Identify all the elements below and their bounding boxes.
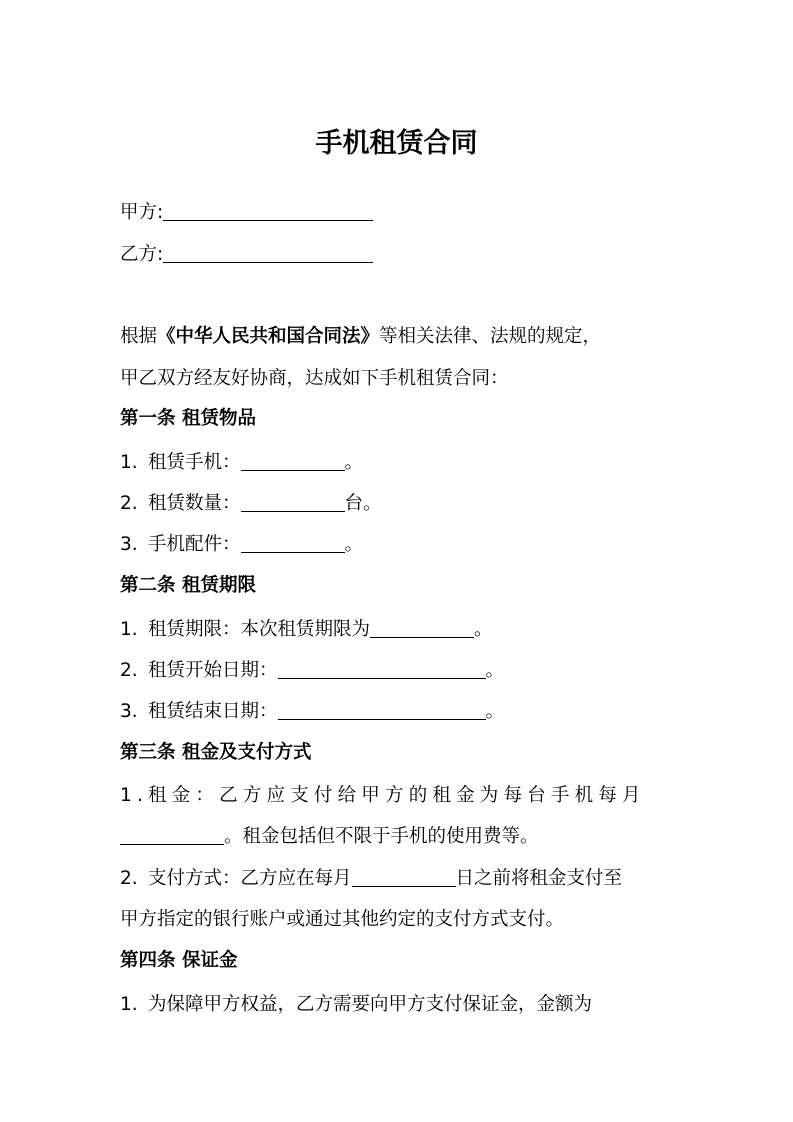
blank-line <box>241 491 345 512</box>
intro-line-1 <box>120 324 601 350</box>
article-4-heading: 第四条 保证金 <box>120 950 238 971</box>
article-4-item-1 <box>120 992 592 1018</box>
article-2-heading: 第二条 租赁期限 <box>120 575 256 596</box>
item-label: 租赁数量： <box>148 493 241 514</box>
item-tail: 日之前将租金支付至 <box>455 868 623 889</box>
item-label: 手机配件： <box>148 534 241 555</box>
item-number: 1. <box>120 785 149 806</box>
blank-line <box>352 866 456 887</box>
item-number: 3. <box>120 701 138 722</box>
party-b-line <box>120 242 373 268</box>
intro-suffix: 等相关法律、法规的规定， <box>379 326 602 347</box>
item-tail: 。 <box>344 534 364 555</box>
item-number: 1. <box>120 452 138 473</box>
item-number: 3. <box>120 534 138 555</box>
intro-law: 《中华人民共和国合同法》 <box>157 326 380 347</box>
item-label: 租赁手机： <box>148 452 241 473</box>
item-number: 2. <box>120 868 138 889</box>
item-tail: 。 <box>474 619 493 640</box>
blank-line <box>370 617 474 638</box>
page-title: 手机租赁合同 <box>315 128 478 159</box>
item-label: 为保障甲方权益，乙方需要向甲方支付保证金，金额为 <box>148 994 593 1015</box>
item-tail: 。 <box>344 452 364 473</box>
article-2-item-3 <box>120 699 504 725</box>
party-a-line <box>120 200 373 226</box>
item-tail: 。 <box>485 660 505 681</box>
item-tail: 。租金包括但不限于手机的使用费等。 <box>224 826 539 847</box>
article-1-item-2 <box>120 491 382 517</box>
blank-line <box>120 824 224 845</box>
item-number: 2. <box>120 493 138 514</box>
article-3-item-1 <box>120 783 646 809</box>
item-tail: 。 <box>485 701 505 722</box>
blank-line <box>241 532 345 553</box>
article-1-item-3 <box>120 532 363 558</box>
article-2-item-1 <box>120 617 493 643</box>
item-number: 1. <box>120 619 138 640</box>
item-tail: 台。 <box>344 493 382 514</box>
item-label: 支付方式：乙方应在每月 <box>148 868 352 889</box>
party-b-blank <box>163 242 373 263</box>
article-3-item-2-cont: 甲方指定的银行账户或通过其他约定的支付方式支付。 <box>120 909 565 930</box>
item-number: 2. <box>120 660 138 681</box>
article-2-item-2 <box>120 658 504 684</box>
item-label: 租金：乙方应支付给甲方的租金为每台手机每月 <box>148 785 646 806</box>
item-number: 1. <box>120 994 138 1015</box>
item-label: 租赁结束日期： <box>148 701 278 722</box>
party-b-label: 乙方: <box>120 244 164 265</box>
item-label: 租赁开始日期： <box>148 660 278 681</box>
party-a-label: 甲方: <box>120 202 164 223</box>
article-3-item-2 <box>120 866 622 892</box>
intro-prefix: 根据 <box>120 326 158 347</box>
article-1-item-1 <box>120 450 363 476</box>
article-3-heading: 第三条 租金及支付方式 <box>120 742 312 763</box>
article-3-item-1-cont <box>120 824 539 850</box>
intro-line-2: 甲乙双方经友好协商，达成如下手机租赁合同： <box>120 368 509 389</box>
blank-line <box>278 699 486 720</box>
article-1-heading: 第一条 租赁物品 <box>120 408 256 429</box>
party-a-blank <box>163 200 373 221</box>
item-label: 租赁期限：本次租赁期限为 <box>148 619 371 640</box>
blank-line <box>241 450 345 471</box>
blank-line <box>278 658 486 679</box>
